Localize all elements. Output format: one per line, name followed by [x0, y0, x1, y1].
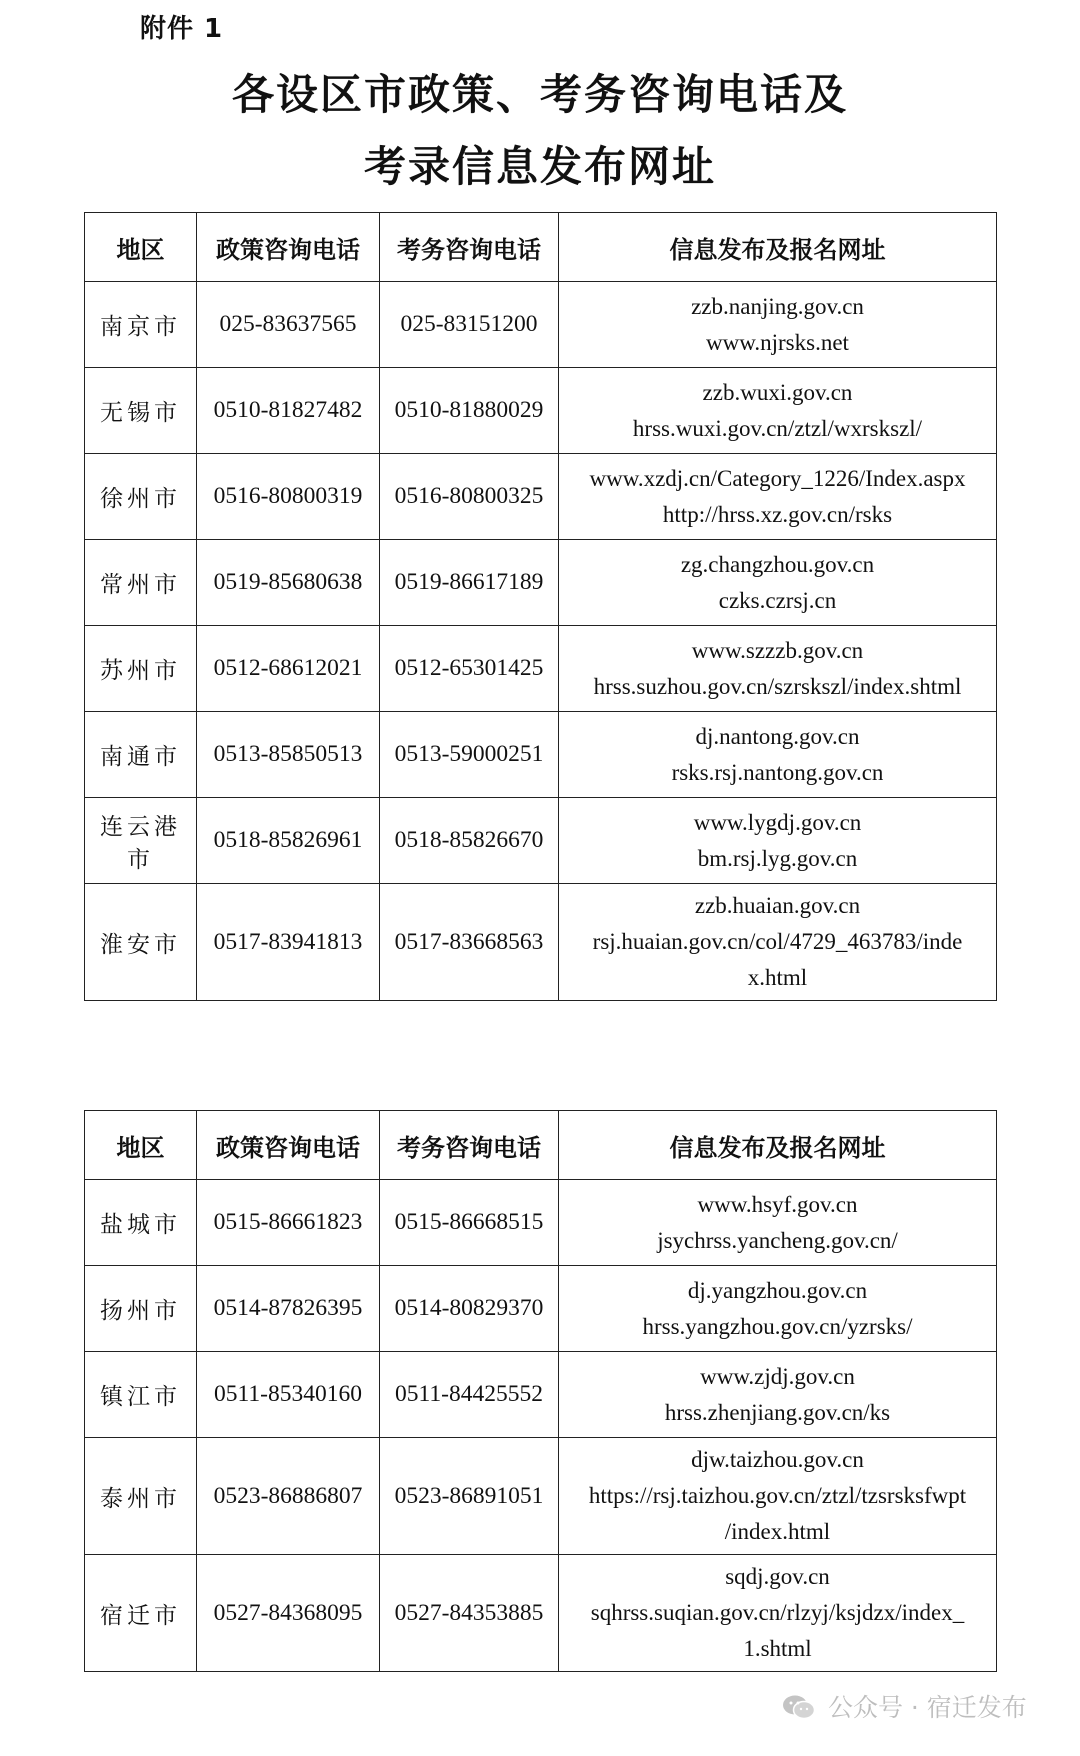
- website-line: jsychrss.yancheng.gov.cn/: [657, 1227, 898, 1253]
- table-row: [85, 1555, 997, 1672]
- exam-phone-cell: 0523-86891051: [380, 1438, 559, 1555]
- website-line: czks.czrsj.cn: [718, 587, 837, 613]
- watermark: [782, 1688, 1027, 1724]
- website-line: http://hrss.xz.gov.cn/rsks: [662, 501, 893, 527]
- website-cell: [559, 1266, 997, 1352]
- policy-phone-cell: 0516-80800319: [197, 454, 380, 540]
- contact-table-1: [84, 212, 997, 1001]
- website-line: zzb.huaian.gov.cn: [694, 893, 861, 918]
- table-row: [85, 712, 997, 798]
- website-line: dj.yangzhou.gov.cn: [687, 1277, 868, 1303]
- column-header-region: 地区: [85, 213, 197, 282]
- website-line: zzb.nanjing.gov.cn: [691, 293, 864, 319]
- policy-phone-cell: 0513-85850513: [197, 712, 380, 798]
- region-cell: 扬州市: [85, 1266, 197, 1352]
- region-cell: 常州市: [85, 540, 197, 626]
- table-row: [85, 626, 997, 712]
- column-header-exam-phone: 考务咨询电话: [380, 213, 559, 282]
- website-cell: [559, 626, 997, 712]
- column-header-website: 信息发布及报名网址: [559, 1111, 997, 1180]
- table-header-row: [85, 1111, 997, 1180]
- policy-phone-cell: 025-83637565: [197, 282, 380, 368]
- website-cell: [559, 1438, 997, 1555]
- column-header-region: 地区: [85, 1111, 197, 1180]
- table-row: [85, 1180, 997, 1266]
- exam-phone-cell: 0514-80829370: [380, 1266, 559, 1352]
- website-line: hrss.zhenjiang.gov.cn/ks: [664, 1399, 891, 1425]
- exam-phone-cell: 0517-83668563: [380, 884, 559, 1001]
- table-row: [85, 540, 997, 626]
- region-cell: 南京市: [85, 282, 197, 368]
- region-cell: 镇江市: [85, 1352, 197, 1438]
- website-line: www.zjdj.gov.cn: [700, 1363, 855, 1389]
- website-cell: [559, 712, 997, 798]
- exam-phone-cell: 0519-86617189: [380, 540, 559, 626]
- website-line: rsks.rsj.nantong.gov.cn: [671, 759, 884, 785]
- table-row: [85, 1438, 997, 1555]
- table-row: [85, 368, 997, 454]
- exam-phone-cell: 0513-59000251: [380, 712, 559, 798]
- website-line: x.html: [747, 965, 808, 990]
- table-row: [85, 282, 997, 368]
- website-cell: [559, 1180, 997, 1266]
- website-line: 1.shtml: [743, 1636, 812, 1661]
- column-header-policy-phone: 政策咨询电话: [197, 213, 380, 282]
- table-row: [85, 798, 997, 884]
- website-line: www.njrsks.net: [706, 329, 849, 355]
- page-title-line2: 考录信息发布网址: [363, 142, 716, 191]
- table-row: [85, 1266, 997, 1352]
- table-row: [85, 1352, 997, 1438]
- website-cell: [559, 540, 997, 626]
- website-line: hrss.yangzhou.gov.cn/yzrsks/: [642, 1313, 913, 1339]
- contact-table-2: [84, 1110, 997, 1672]
- website-line: www.szzzb.gov.cn: [691, 637, 864, 663]
- website-cell: [559, 884, 997, 1001]
- exam-phone-cell: 025-83151200: [380, 282, 559, 368]
- website-line: sqdj.gov.cn: [725, 1564, 830, 1589]
- website-line: hrss.suzhou.gov.cn/szrskszl/index.shtml: [593, 673, 962, 699]
- exam-phone-cell: 0515-86668515: [380, 1180, 559, 1266]
- website-line: /index.html: [724, 1519, 831, 1544]
- policy-phone-cell: 0523-86886807: [197, 1438, 380, 1555]
- website-line: dj.nantong.gov.cn: [695, 723, 860, 749]
- region-cell: 苏州市: [85, 626, 197, 712]
- region-cell: 宿迁市: [85, 1555, 197, 1672]
- policy-phone-cell: 0517-83941813: [197, 884, 380, 1001]
- attachment-label: 附件 1: [140, 14, 224, 44]
- region-cell: 淮安市: [85, 884, 197, 1001]
- policy-phone-cell: 0527-84368095: [197, 1555, 380, 1672]
- region-cell: 盐城市: [85, 1180, 197, 1266]
- table-row: [85, 454, 997, 540]
- table-row: [85, 884, 997, 1001]
- website-line: www.lygdj.gov.cn: [693, 809, 862, 835]
- table-header-row: [85, 213, 997, 282]
- policy-phone-cell: 0519-85680638: [197, 540, 380, 626]
- region-cell: 无锡市: [85, 368, 197, 454]
- exam-phone-cell: 0510-81880029: [380, 368, 559, 454]
- website-line: rsj.huaian.gov.cn/col/4729_463783/inde: [592, 929, 963, 954]
- policy-phone-cell: 0511-85340160: [197, 1352, 380, 1438]
- website-line: hrss.wuxi.gov.cn/ztzl/wxrskszl/: [632, 415, 923, 441]
- website-cell: [559, 454, 997, 540]
- column-header-exam-phone: 考务咨询电话: [380, 1111, 559, 1180]
- website-cell: [559, 282, 997, 368]
- region-cell: 徐州市: [85, 454, 197, 540]
- table-body: [85, 282, 997, 1001]
- website-line: djw.taizhou.gov.cn: [691, 1447, 864, 1472]
- exam-phone-cell: 0512-65301425: [380, 626, 559, 712]
- website-line: https://rsj.taizhou.gov.cn/ztzl/tzsrsksfwpt: [588, 1483, 967, 1508]
- website-cell: [559, 368, 997, 454]
- region-cell: 连云港市: [85, 798, 197, 884]
- website-cell: [559, 1352, 997, 1438]
- exam-phone-cell: 0511-84425552: [380, 1352, 559, 1438]
- page-title-line1: 各设区市政策、考务咨询电话及: [231, 70, 848, 119]
- website-line: www.xzdj.cn/Category_1226/Index.aspx: [589, 465, 966, 491]
- column-header-policy-phone: 政策咨询电话: [197, 1111, 380, 1180]
- region-cell: 泰州市: [85, 1438, 197, 1555]
- website-line: zg.changzhou.gov.cn: [680, 551, 875, 577]
- website-line: bm.rsj.lyg.gov.cn: [697, 845, 858, 871]
- table-body: [85, 1180, 997, 1672]
- website-cell: [559, 798, 997, 884]
- policy-phone-cell: 0512-68612021: [197, 626, 380, 712]
- exam-phone-cell: 0518-85826670: [380, 798, 559, 884]
- website-line: sqhrss.suqian.gov.cn/rlzyj/ksjdzx/index_: [590, 1600, 965, 1625]
- column-header-website: 信息发布及报名网址: [559, 213, 997, 282]
- policy-phone-cell: 0514-87826395: [197, 1266, 380, 1352]
- exam-phone-cell: 0516-80800325: [380, 454, 559, 540]
- exam-phone-cell: 0527-84353885: [380, 1555, 559, 1672]
- website-line: www.hsyf.gov.cn: [697, 1191, 858, 1217]
- region-cell: 南通市: [85, 712, 197, 798]
- wechat-icon: [782, 1694, 816, 1720]
- policy-phone-cell: 0518-85826961: [197, 798, 380, 884]
- policy-phone-cell: 0515-86661823: [197, 1180, 380, 1266]
- policy-phone-cell: 0510-81827482: [197, 368, 380, 454]
- website-cell: [559, 1555, 997, 1672]
- website-line: zzb.wuxi.gov.cn: [702, 379, 853, 405]
- watermark-text: 公众号 · 宿迁发布: [827, 1693, 1027, 1722]
